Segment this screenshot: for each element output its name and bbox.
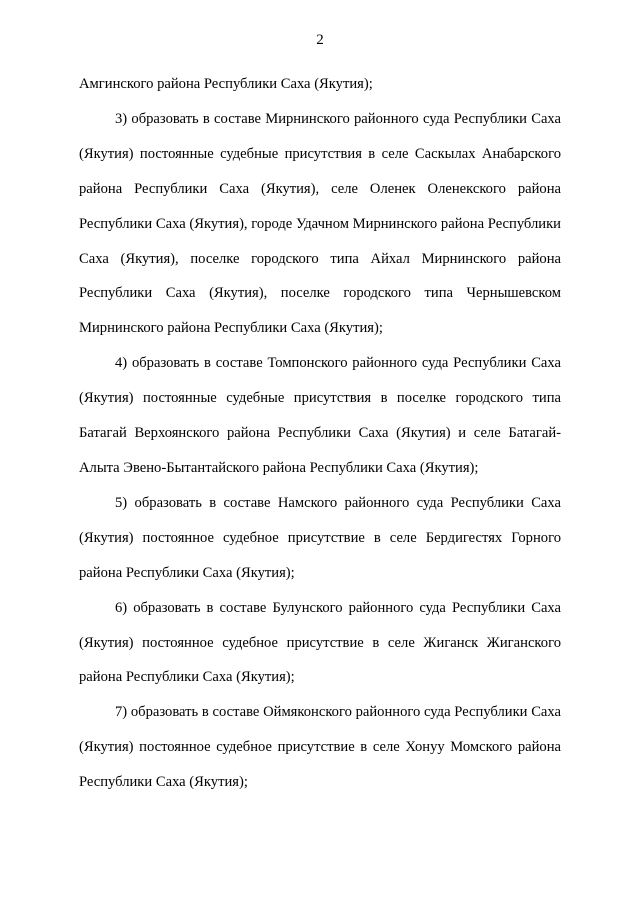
paragraph-item-7: 7) образовать в составе Оймяконского районного суда Республики Саха (Якутия) постоянное судебное присутствие в селе Хонуу Момского района Республики Саха (Якутия); [79,704,561,791]
paragraph-item-6: 6) образовать в составе Булунского районного суда Республики Саха (Якутия) постоянное судебное присутствие в селе Жиганск Жиганского района Республики Саха (Якутия); [79,599,561,686]
document-body [79,67,561,800]
page-number: 2 [316,32,324,48]
paragraph-item-4: 4) образовать в составе Томпонского районного суда Республики Саха (Якутия) постоянные судебные присутствия в поселке городского типа Батагай Верхоянского района Республики Саха (Якутия) и селе Батагай-Алыта Эвено-Бытантайского района Республики Саха (Якутия); [79,355,561,476]
paragraph-item-5: 5) образовать в составе Намского районного суда Республики Саха (Якутия) постоянное судебное присутствие в селе Бердигестях Горного района Республики Саха (Якутия); [79,494,561,581]
paragraph-continuation: Амгинского района Республики Саха (Якутия); [79,76,373,92]
paragraph-item-3: 3) образовать в составе Мирнинского районного суда Республики Саха (Якутия) постоянные судебные присутствия в селе Саскылах Анабарского района Республики Саха (Якутия), селе Оленек Оленекского района Республики Саха (Якутия), городе Удачном Мирнинского района Республики Саха (Якутия), поселке городского типа Айхал Мирнинского района Республики Саха (Якутия), поселке городского типа Чернышевском Мирнинского района Республики Саха (Якутия); [79,110,561,337]
